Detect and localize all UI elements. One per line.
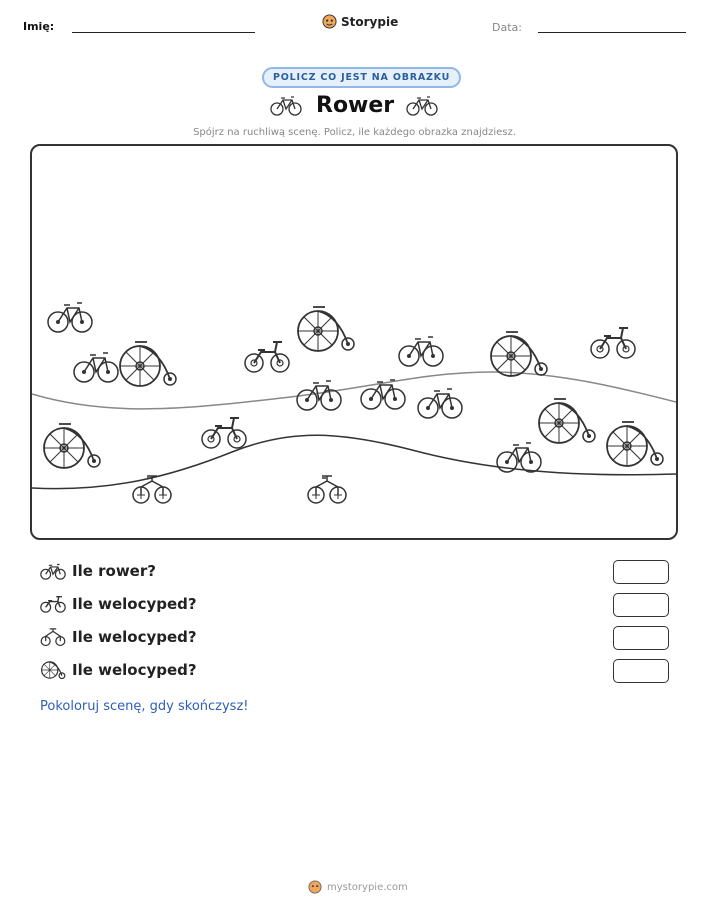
brand-name: Storypie xyxy=(341,14,399,29)
name-line[interactable] xyxy=(72,32,255,33)
answer-box-penny-farthing[interactable] xyxy=(613,659,669,683)
coloring-hint: Pokoloruj scenę, gdy skończysz! xyxy=(40,699,249,714)
tricycle-icon xyxy=(40,626,66,648)
answer-box-bicycle[interactable] xyxy=(613,560,669,584)
question-row-tricycle xyxy=(40,626,197,648)
counting-scene xyxy=(30,144,678,540)
question-row-bicycle xyxy=(40,560,156,582)
name-label: Imię: xyxy=(23,20,55,33)
instruction-text: Spójrz na ruchliwą scenę. Policz, ile każdego obrazka znajdziesz. xyxy=(193,127,516,138)
bicycle-icon xyxy=(40,560,66,582)
activity-badge: POLICZ CO JEST NA OBRAZKU xyxy=(262,67,461,88)
storypie-logo-icon xyxy=(322,14,337,29)
balance-bike-icon xyxy=(40,593,66,615)
penny-farthing-icon xyxy=(40,659,66,681)
question-text: Ile welocyped? xyxy=(72,661,197,679)
title-bicycle-icon-left xyxy=(270,93,302,117)
question-row-balance-bike xyxy=(40,593,197,615)
storypie-logo-icon xyxy=(308,880,322,894)
title-bicycle-icon-right xyxy=(406,93,438,117)
question-text: Ile rower? xyxy=(72,562,156,580)
answer-box-tricycle[interactable] xyxy=(613,626,669,650)
date-line[interactable] xyxy=(538,32,686,33)
footer xyxy=(308,880,408,894)
question-text: Ile welocyped? xyxy=(72,595,197,613)
answer-box-balance-bike[interactable] xyxy=(613,593,669,617)
question-text: Ile welocyped? xyxy=(72,628,197,646)
date-label: Data: xyxy=(492,21,522,34)
question-row-penny-farthing xyxy=(40,659,197,681)
footer-site: mystorypie.com xyxy=(327,881,408,893)
page-title: Rower xyxy=(316,93,395,118)
scene-illustration xyxy=(32,146,676,538)
brand-logo xyxy=(322,14,398,29)
